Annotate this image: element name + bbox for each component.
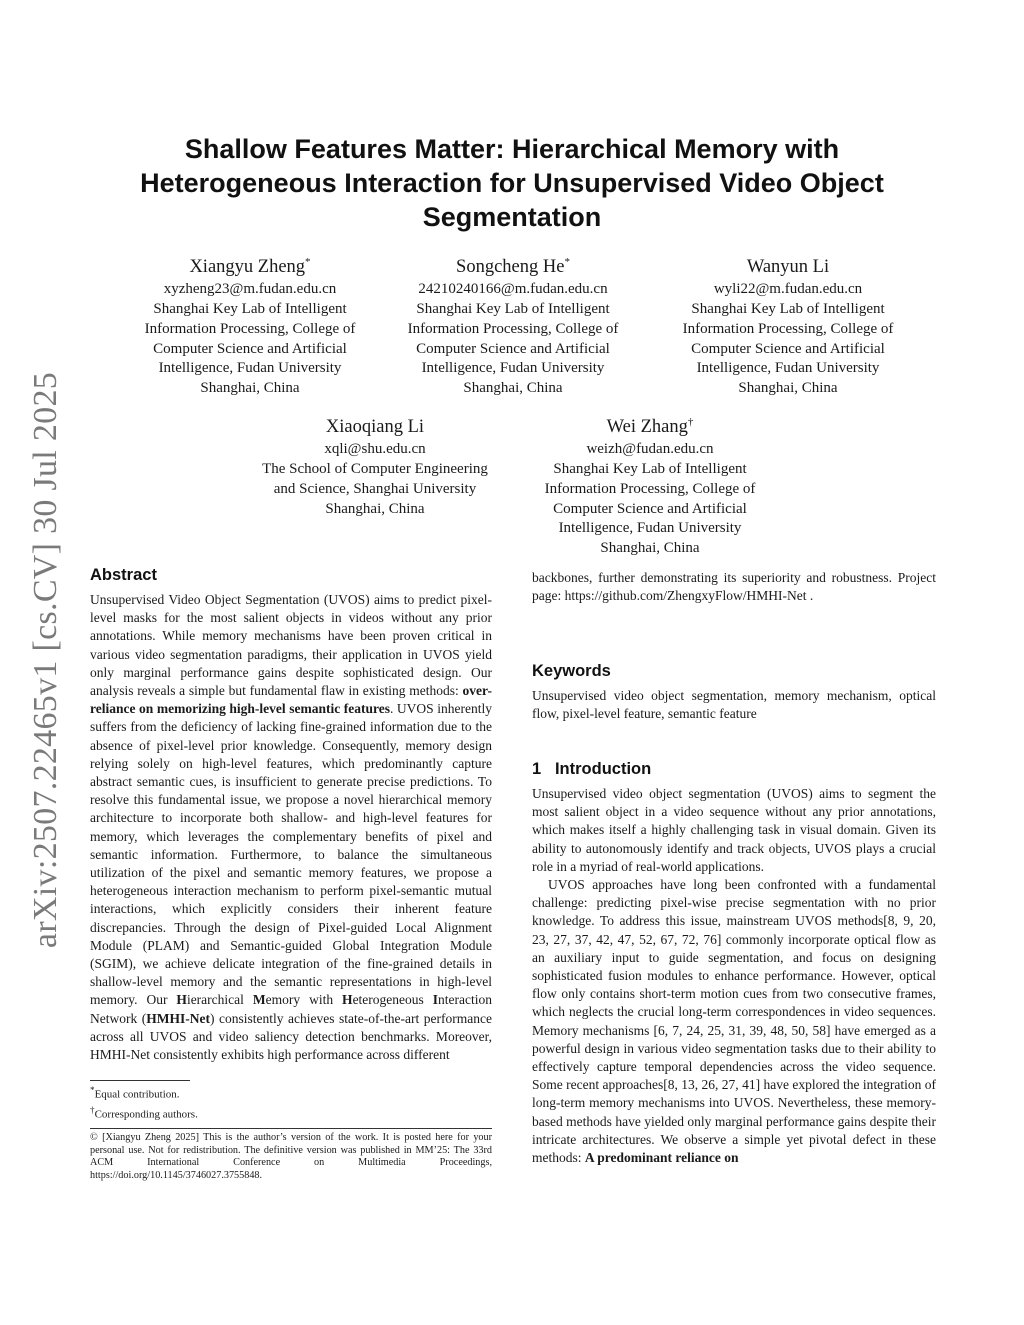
author-affiliation-line: Information Processing, College of [144, 320, 356, 337]
author-email: 24210240166@m.fudan.edu.cn [418, 281, 608, 298]
author-name: Xiangyu Zheng [189, 257, 306, 278]
method-name: HMHI-Net [146, 1010, 210, 1026]
acronym-rest: nteraction Network ( [90, 992, 492, 1026]
arxiv-stamp: arXiv:2507.22465v1 [cs.CV] 30 Jul 2025 [27, 371, 64, 949]
acronym-rest: ierarchical [186, 992, 253, 1008]
author-affiliation-line: Computer Science and Artificial [691, 340, 885, 357]
author-affiliation-line: Intelligence, Fudan University [696, 360, 880, 377]
author-location: Shanghai, China [738, 380, 838, 397]
introduction-heading [532, 760, 651, 779]
author-block-1 [110, 250, 390, 399]
author-mark: * [564, 256, 570, 268]
author-name: Xiaoqiang Li [325, 417, 425, 438]
author-affiliation-line: Shanghai Key Lab of Intelligent [416, 300, 610, 317]
intro-paragraph-2 [532, 876, 936, 1167]
abstract-text: . UVOS inherently suffers from the deficiency of lacking fine-grained information due to the absence of pixel-level prior knowledge. Consequently, memory design relying solely on high-level features, which predominantly capture abstract semantic cues, is insufficient to generate precise predictions. To resolve this fundamental issue, we propose a novel hierarchical memory architecture to incorporate both shallow- and high-level features for memory, which leverages the complementary benefits of pixel and semantic information. Furthermore, to balance the simultaneous utilization of the pixel and semantic memory features, we propose a heterogeneous interaction mechanism to perform pixel-semantic mutual interactions, which explicitly considers their inherent feature discrepancies. Through the design of Pixel-guided Local Alignment Module (PLAM) and Semantic-guided Global Integration Module (SGIM), we achieve delicate integration of the fine-grained details in shallow-level memory and the semantic representations in high-level memory. Our [90, 701, 492, 1008]
author-affiliation-line: Intelligence, Fudan University [421, 360, 605, 377]
author-email: weizh@fudan.edu.cn [586, 441, 714, 458]
author-name: Wanyun Li [746, 257, 830, 278]
footnotes [90, 1083, 492, 1122]
author-location: Shanghai, China [600, 540, 700, 557]
copyright-notice: © [Xiangyu Zheng 2025] This is the author’s version of the work. It is posted here for your personal use. Not for redistribution. The definitive version was published in MM’25: The 33rd ACM International Conference on Multimedia Proceedings, https://doi.org/10.1145/3746027.3755848. [90, 1132, 492, 1181]
author-block-4 [240, 410, 510, 519]
author-mark: † [687, 416, 694, 428]
abstract-body-right [532, 569, 936, 605]
author-affiliation-line: The School of Computer Engineering [262, 460, 488, 477]
author-affiliation-line: Intelligence, Fudan University [158, 360, 342, 377]
footnote-corresponding: †Corresponding authors. [90, 1104, 198, 1121]
author-block-2 [383, 250, 643, 399]
introduction-body [532, 785, 936, 1167]
intro-bold: A predominant reliance on [584, 1150, 739, 1166]
abstract-text: ) consistently achieves state-of-the-art performance across all UVOS and video saliency detection benchmarks. Moreover, HMHI-Net consistently exhibits high performance across different [90, 1010, 492, 1063]
footnote-text: Equal contribution. [94, 1088, 180, 1101]
keywords-heading: Keywords [532, 662, 611, 680]
author-affiliation-line: Shanghai Key Lab of Intelligent [153, 300, 347, 317]
keywords-text: Unsupervised video object segmentation, memory mechanism, optical flow, pixel-level feature, semantic feature [532, 688, 936, 722]
author-affiliation-line: and Science, Shanghai University [273, 480, 477, 497]
author-affiliation-line: Shanghai Key Lab of Intelligent [691, 300, 885, 317]
author-block-5 [528, 410, 772, 559]
footnote-equal: *Equal contribution. [90, 1085, 180, 1101]
author-name: Wei Zhang [606, 417, 688, 438]
author-block-3 [662, 250, 914, 399]
author-location: Shanghai, China [200, 380, 300, 397]
author-affiliation-line: Shanghai Key Lab of Intelligent [553, 460, 747, 477]
abstract-text: Unsupervised Video Object Segmentation (UVOS) aims to predict pixel-level masks for the most salient objects in videos without any prior annotations. While memory mechanisms have been proven critical in various video segmentation paradigms, their application in UVOS yield only marginal performance gains despite sophisticated design. Our analysis reveals a simple but fundamental flaw in existing methods: [90, 592, 492, 699]
author-affiliation-line: Information Processing, College of [407, 320, 619, 337]
section-number: 1 [532, 760, 542, 778]
abstract-paragraph [90, 591, 492, 1064]
author-affiliation-line: Computer Science and Artificial [553, 500, 747, 517]
copyright-divider [90, 1128, 492, 1129]
section-title: Introduction [554, 760, 652, 778]
paper-title: Shallow Features Matter: Hierarchical Memory with Heterogeneous Interaction for Unsupervised Video Object Segmentation [140, 134, 884, 232]
author-affiliation-line: Intelligence, Fudan University [558, 520, 742, 537]
acronym-letter: H [342, 992, 353, 1008]
author-email: wyli22@m.fudan.edu.cn [713, 281, 863, 298]
author-email: xyzheng23@m.fudan.edu.cn [163, 281, 337, 298]
intro-text: UVOS approaches have long been confronted with a fundamental challenge: predicting pixel-wise precise segmentation with no prior knowledge. To address this issue, mainstream UVOS methods[8, 9, 20, 23, 27, 37, 42, 47, 52, 67, 72, 76] commonly incorporate optical flow as an auxiliary input to guide segmentation, and focus on designing sophisticated fusion modules to enhance performance. However, optical flow only contains short-term motion cues from two consecutive frames, which neglects the crucial long-term correspondences in video sequences. Memory mechanisms [6, 7, 24, 25, 31, 39, 48, 50, 58] have emerged as a powerful design in various video segmentation tasks due to their ability to effectively capture temporal dependencies across the video sequence. Some recent approaches[8, 13, 26, 27, 41] have explored the integration of long-term memory mechanisms into UVOS. Nevertheless, these memory-based methods have yielded only marginal performance gains despite their intricate architectures. We observe a simple yet pivotal defect in these methods: [532, 877, 936, 1166]
acronym-letter: M [252, 992, 266, 1008]
intro-paragraph-1: Unsupervised video object segmentation (UVOS) aims to segment the most salient object in a video sequence without any prior annotations, which makes itself a highly challenging task in visual domain. Given its ability to autonomously identify and track objects, UVOS plays a crucial role in a myriad of real-world applications. [532, 786, 936, 874]
acronym-rest: eterogeneous [352, 992, 433, 1008]
footnote-divider [90, 1080, 190, 1081]
author-affiliation-line: Information Processing, College of [544, 480, 756, 497]
abstract-bold: over-reliance on memorizing high-level semantic features [90, 683, 492, 717]
acronym-letter: I [432, 992, 439, 1008]
author-email: xqli@shu.edu.cn [324, 441, 426, 458]
abstract-heading: Abstract [90, 566, 157, 584]
abstract-body-left [90, 591, 492, 1064]
abstract-continuation: backbones, further demonstrating its superiority and robustness. Project page: https://github.com/ZhengxyFlow/HMHI-Net . [532, 570, 936, 604]
author-location: Shanghai, China [463, 380, 563, 397]
acronym-letter: H [176, 992, 187, 1008]
author-affiliation-line: Information Processing, College of [682, 320, 894, 337]
acronym-rest: emory with [265, 992, 343, 1008]
author-affiliation-line: Computer Science and Artificial [153, 340, 347, 357]
author-mark: * [305, 256, 311, 268]
author-location: Shanghai, China [325, 500, 425, 517]
author-name: Songcheng He [456, 257, 565, 278]
author-affiliation-line: Computer Science and Artificial [416, 340, 610, 357]
footnote-text: Corresponding authors. [94, 1108, 198, 1121]
